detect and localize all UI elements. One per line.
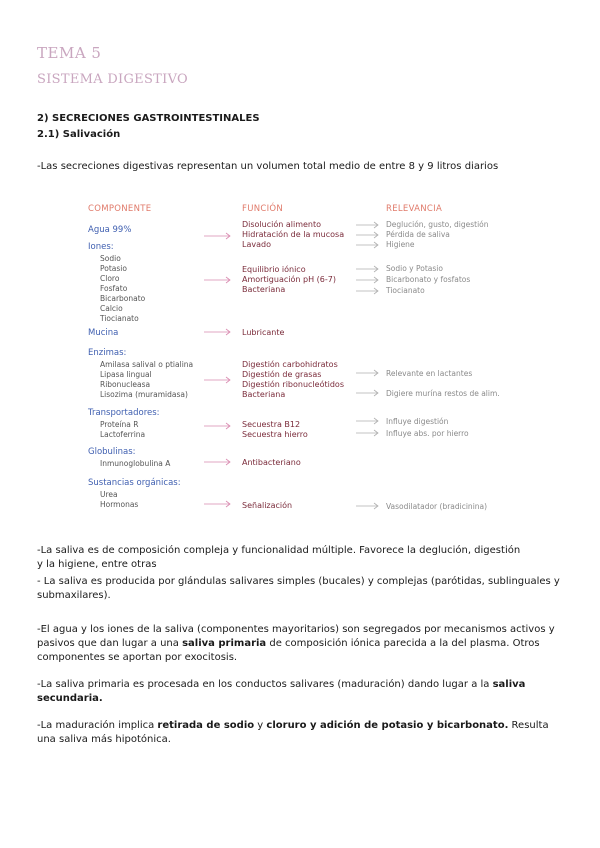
p4-bold: saliva secundaria. <box>37 679 526 704</box>
rel-agua-2: Higiene <box>386 240 415 249</box>
arrow-org-fn <box>204 501 230 507</box>
p5-b1: retirada de sodio <box>157 720 255 731</box>
rel-transport-0: Influye digestión <box>386 417 449 426</box>
transport-item: Lactoferrina <box>100 430 146 439</box>
fn-mucina: Lubricante <box>242 328 285 337</box>
org-item: Hormonas <box>100 500 139 509</box>
fn-iones-0: Equilibrio iónico <box>242 265 306 274</box>
cat-organicas: Sustancias orgánicas: <box>88 478 181 488</box>
fn-agua-0: Disolución alimento <box>242 220 322 229</box>
cat-transportadores: Transportadores: <box>88 408 160 418</box>
rel-enzimas-0: Relevante en lactantes <box>386 369 473 378</box>
header-componente: COMPONENTE <box>88 204 152 214</box>
section-subtitle: 2.1) Salivación <box>37 129 121 140</box>
transport-item: Proteína R <box>100 420 139 429</box>
iones-item: Fosfato <box>100 284 128 293</box>
header-funcion: FUNCIÓN <box>242 204 284 214</box>
iones-item: Tiocianato <box>100 314 139 323</box>
rel-iones-2: Tiocianato <box>386 286 425 295</box>
tema-title: TEMA 5 <box>37 44 102 62</box>
p4-pre: -La saliva primaria es procesada en los conductos salivares (maduración) dando lugar a la <box>37 679 493 690</box>
arrow-mucina-fn <box>204 329 230 335</box>
paragraph-4 <box>37 678 567 706</box>
header-relevancia: RELEVANCIA <box>386 204 443 214</box>
cat-mucina: Mucina <box>88 328 119 338</box>
arrow-iones-fn <box>204 277 230 283</box>
iones-item: Cloro <box>100 274 120 283</box>
paragraph-3 <box>37 623 567 665</box>
cat-agua: Agua 99% <box>88 225 132 235</box>
paragraph-2: - La saliva es producida por glándulas salivares simples (bucales) y complejas (parótidas, sublinguales y submaxilares). <box>37 576 560 601</box>
rel-agua-0: Deglución, gusto, digestión <box>386 220 489 229</box>
p1-line2: y la higiene, entre otras <box>37 559 157 570</box>
paragraph-1 <box>37 544 567 572</box>
p5-mid: y <box>254 720 267 731</box>
fn-globulinas: Antibacteriano <box>242 458 301 467</box>
cat-iones: Iones: <box>88 242 114 252</box>
cat-globulinas: Globulinas: <box>88 447 136 457</box>
iones-item: Potasio <box>100 264 127 273</box>
iones-item: Calcio <box>100 304 123 313</box>
p5-b2: cloruro y adición de potasio y bicarbonato. <box>266 720 509 731</box>
fn-transport-0: Secuestra B12 <box>242 420 301 429</box>
fn-organicas: Señalización <box>242 501 293 510</box>
fn-agua-1: Hidratación de la mucosa <box>242 230 345 239</box>
fn-enzimas-2: Digestión ribonucleótidos <box>242 380 344 389</box>
enzimas-item: Lipasa lingual <box>100 370 152 379</box>
iones-item: Bicarbonato <box>100 294 146 303</box>
enzimas-item: Amilasa salival o ptialina <box>100 360 194 369</box>
glob-item: Inmunoglobulina A <box>100 459 171 468</box>
p3-pre: -El agua y los iones de la saliva (componentes mayoritarios) son segregados por mecanismos activos y pasivos que dan lugar a una <box>37 624 555 649</box>
fn-agua-2: Lavado <box>242 240 271 249</box>
arrow-transport-fn <box>204 423 230 429</box>
tema-subtitle: SISTEMA DIGESTIVO <box>37 72 189 87</box>
enzimas-item: Lisozima (muramidasa) <box>100 390 188 399</box>
enzimas-item: Ribonucleasa <box>100 380 151 389</box>
rel-iones-0: Sodio y Potasio <box>386 264 443 273</box>
p5-pre: -La maduración implica <box>37 720 158 731</box>
rel-organicas: Vasodilatador (bradicinina) <box>386 502 488 511</box>
p3-post: de composición iónica parecida a la del plasma. Otros componentes se aportan por exocitosis. <box>37 638 540 663</box>
intro-paragraph: -Las secreciones digestivas representan un volumen total medio de entre 8 y 9 litros diarios <box>37 161 499 172</box>
rel-transport-1: Influye abs. por hierro <box>386 429 469 438</box>
p1-line1: -La saliva es de composición compleja y funcionalidad múltiple. Favorece la deglución, digestión <box>37 545 521 556</box>
cat-enzimas: Enzimas: <box>88 348 127 358</box>
arrow-glob-fn <box>204 459 230 465</box>
arrow-agua-fn <box>204 233 230 239</box>
org-item: Urea <box>100 490 118 499</box>
section-title: 2) SECRECIONES GASTROINTESTINALES <box>37 113 260 124</box>
rel-agua-1: Pérdida de saliva <box>386 230 450 239</box>
iones-item: Sodio <box>100 254 121 263</box>
fn-transport-1: Secuestra hierro <box>242 430 308 439</box>
fn-enzimas-3: Bacteriana <box>242 390 286 399</box>
arrow-enzimas-fn <box>204 377 230 383</box>
p5-post: Resulta una saliva más hipotónica. <box>37 720 549 745</box>
fn-enzimas-1: Digestión de grasas <box>242 370 322 379</box>
fn-iones-2: Bacteriana <box>242 285 286 294</box>
p3-bold: saliva primaria <box>182 638 267 649</box>
rel-enzimas-1: Digiere murína restos de alim. <box>386 389 500 398</box>
components-table <box>88 200 508 520</box>
fn-iones-1: Amortiguación pH (6-7) <box>242 275 336 284</box>
paragraph-5 <box>37 719 567 747</box>
rel-iones-1: Bicarbonato y fosfatos <box>386 275 471 284</box>
fn-enzimas-0: Digestión carbohidratos <box>242 360 338 369</box>
